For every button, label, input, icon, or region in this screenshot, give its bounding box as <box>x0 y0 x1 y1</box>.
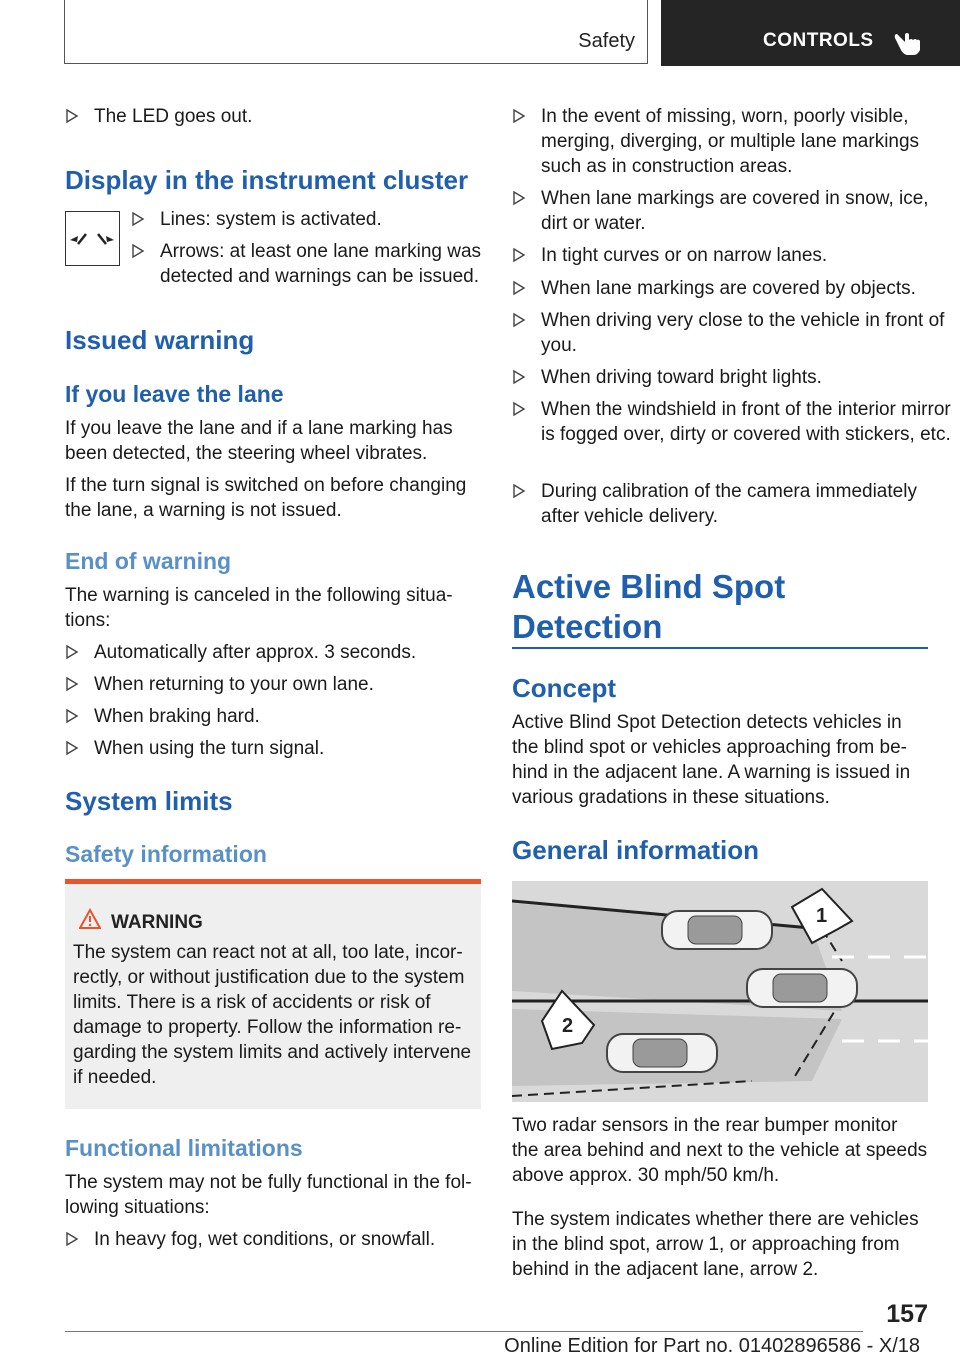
list-item-text: Lines: system is activated. <box>160 209 382 230</box>
page-header <box>0 0 960 66</box>
list-item <box>512 243 957 268</box>
page-number: 157 <box>886 1300 928 1328</box>
list-item-text: When the windshield in front of the interior mirror is fogged over, dirty or covered with stickers, etc. <box>541 399 951 445</box>
triangle-bullet-icon <box>131 243 145 259</box>
paragraph: If the turn signal is switched on before changing the lane, a warning is not issued. <box>65 475 467 521</box>
list-item-text: In heavy fog, wet conditions, or snowfall. <box>94 1229 436 1250</box>
triangle-bullet-icon <box>65 676 79 692</box>
list-item-text: When driving toward bright lights. <box>541 367 822 388</box>
triangle-bullet-icon <box>512 108 526 124</box>
heading-leave-lane: If you leave the lane <box>65 381 284 407</box>
list-item <box>512 104 957 179</box>
heading-concept: Concept <box>512 673 616 703</box>
list-item-text: When lane markings are covered in snow, ice, dirt or water. <box>541 188 929 234</box>
arrow-2-label: 2 <box>562 1015 574 1037</box>
paragraph: The system indicates whether there are vehicles in the blind spot, arrow 1, or approaching from behind in the adjacent lane, arrow 2. <box>512 1209 919 1280</box>
triangle-bullet-icon <box>512 312 526 328</box>
list-item <box>512 397 957 447</box>
footer-edition: Online Edition for Part no. 01402896586 - X/18 <box>504 1335 920 1357</box>
header-frame <box>64 0 648 64</box>
pointing-hand-icon <box>891 26 925 56</box>
list-item <box>512 308 957 358</box>
heading-end-of-warning: End of warning <box>65 548 232 574</box>
footer-divider <box>65 1331 863 1332</box>
heading-system-limits: System limits <box>65 786 233 816</box>
paragraph: The system may not be fully functional in the fol‐lowing situations: <box>65 1172 472 1218</box>
list-item <box>512 365 957 390</box>
list-item <box>65 672 510 697</box>
paragraph: Active Blind Spot Detection detects vehicles in the blind spot or vehicles approaching from be‐hind in the adjacent lane. A warning is issued in various gradations in these situations. <box>512 712 911 808</box>
car-3 <box>607 1034 717 1072</box>
lane-keeping-indicator-icon <box>65 211 120 266</box>
list-item <box>512 186 957 236</box>
list-item <box>65 640 510 665</box>
list-item-text: The LED goes out. <box>94 106 253 127</box>
heading-safety-information: Safety information <box>65 841 267 867</box>
paragraph: The warning is canceled in the following situa‐tions: <box>65 585 453 631</box>
list-item-text: When using the turn signal. <box>94 738 325 759</box>
warning-title: WARNING <box>111 912 203 933</box>
list-item-text: When braking hard. <box>94 706 260 727</box>
triangle-bullet-icon <box>512 483 526 499</box>
triangle-bullet-icon <box>65 644 79 660</box>
list-item-text: When lane markings are covered by objects. <box>541 278 916 299</box>
list-item-text: Arrows: at least one lane marking was detected and warnings can be issued. <box>160 241 482 287</box>
list-item-text: Automatically after approx. 3 seconds. <box>94 642 417 663</box>
header-chapter-tab <box>661 0 960 66</box>
header-section: Safety <box>578 30 635 52</box>
list-item <box>65 104 252 129</box>
triangle-bullet-icon <box>512 190 526 206</box>
list-item <box>131 239 510 289</box>
car-2 <box>747 969 857 1007</box>
heading-active-blind-spot <box>512 567 785 647</box>
list-item <box>65 704 510 729</box>
triangle-bullet-icon <box>512 369 526 385</box>
heading-functional-limitations: Functional limitations <box>65 1135 303 1161</box>
triangle-bullet-icon <box>512 280 526 296</box>
triangle-bullet-icon <box>65 740 79 756</box>
heading-display: Display in the instrument cluster <box>65 165 469 195</box>
list-item-text: In the event of missing, worn, poorly visible, merging, diverging, or multiple lane markings such as in construction areas. <box>541 106 920 177</box>
heading-issued-warning: Issued warning <box>65 325 255 355</box>
blind-spot-illustration <box>512 881 928 1102</box>
list-item-text: When driving very close to the vehicle in front of you. <box>541 310 945 356</box>
arrow-1-label: 1 <box>816 905 828 927</box>
warning-text: The system can react not at all, too late, incor‐rectly, or without justification due to the system limits. There is a risk of accidents or risk of damage to property. Follow the information re‐garding the system limits and actively intervene if needed. <box>73 942 472 1088</box>
car-1 <box>662 911 772 949</box>
section-divider <box>512 647 928 649</box>
heading-line-2: Detection <box>512 608 663 645</box>
heading-line-1: Active Blind Spot <box>512 568 786 605</box>
paragraph: If you leave the lane and if a lane marking has been detected, the steering wheel vibrates. <box>65 418 453 464</box>
list-item <box>512 479 957 529</box>
paragraph: Two radar sensors in the rear bumper monitor the area behind and next to the vehicle at speeds above approx. 30 mph/50 km/h. <box>512 1115 928 1186</box>
list-item-text: During calibration of the camera immediately after vehicle delivery. <box>541 481 917 527</box>
triangle-bullet-icon <box>512 401 526 417</box>
list-item-text: In tight curves or on narrow lanes. <box>541 245 828 266</box>
triangle-bullet-icon <box>65 1231 79 1247</box>
warning-triangle-icon <box>79 908 101 930</box>
triangle-bullet-icon <box>512 247 526 263</box>
list-item <box>65 1227 510 1252</box>
heading-general-information: General information <box>512 835 760 865</box>
header-chapter: CONTROLS <box>763 30 874 51</box>
list-item <box>65 736 510 761</box>
list-item <box>131 207 510 232</box>
triangle-bullet-icon <box>65 708 79 724</box>
warning-box <box>65 879 481 1109</box>
triangle-bullet-icon <box>65 108 79 124</box>
triangle-bullet-icon <box>131 211 145 227</box>
list-item-text: When returning to your own lane. <box>94 674 374 695</box>
list-item <box>512 276 957 301</box>
